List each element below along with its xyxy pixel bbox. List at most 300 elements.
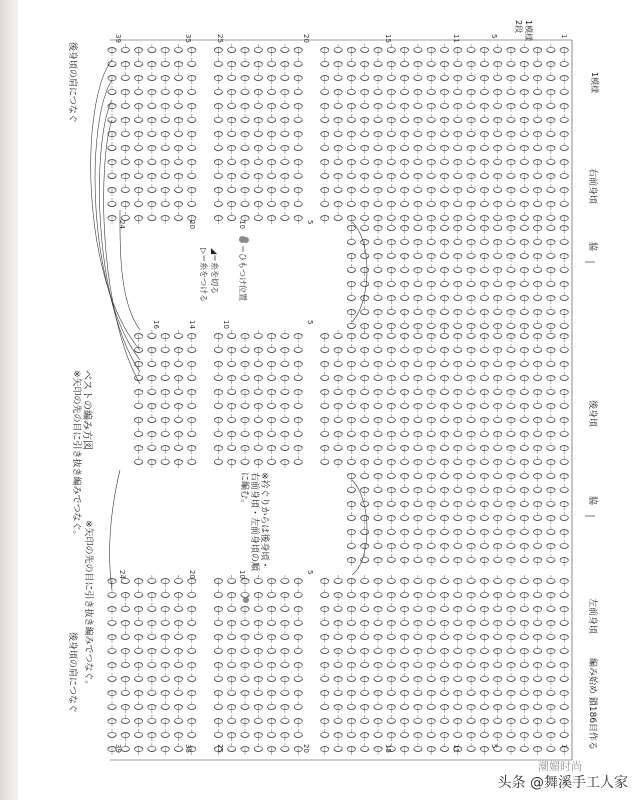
stitch-motif	[440, 659, 448, 668]
stitch-motif	[387, 498, 395, 507]
stitch-motif	[281, 431, 289, 440]
stitch-motif	[241, 578, 249, 587]
stitch-motif	[254, 687, 262, 696]
stitch-motif	[214, 445, 222, 454]
stitch-motif	[387, 89, 395, 98]
stitch-motif	[454, 292, 462, 301]
stitch-motif	[148, 704, 156, 713]
stitch-motif	[148, 212, 156, 221]
stitch-motif	[467, 620, 475, 629]
stitch-motif	[374, 417, 382, 426]
stitch-motif	[467, 676, 475, 685]
stitch-motif	[520, 267, 528, 276]
stitch-motif	[161, 746, 169, 755]
stitch-motif	[347, 634, 355, 643]
stitch-motif	[188, 170, 196, 179]
stitch-motif	[281, 44, 289, 53]
stitch-motif	[347, 75, 355, 84]
stitch-motif	[174, 442, 182, 451]
stitch-motif	[520, 676, 528, 685]
stitch-motif	[228, 212, 236, 221]
row-number: 5	[306, 220, 314, 225]
stitch-motif	[454, 309, 462, 318]
stitch-motif	[254, 44, 262, 53]
stitch-motif	[480, 645, 488, 654]
stitch-motif	[148, 732, 156, 741]
stitch-motif	[387, 330, 395, 339]
stitch-motif	[440, 487, 448, 496]
stitch-motif	[347, 320, 355, 329]
stitch-motif	[254, 156, 262, 165]
stitch-motif	[414, 403, 422, 412]
stitch-motif	[267, 673, 275, 682]
stitch-motif	[467, 659, 475, 668]
stitch-motif	[228, 592, 236, 601]
stitch-motif	[520, 222, 528, 231]
stitch-motif	[161, 198, 169, 207]
stitch-motif	[507, 281, 515, 290]
stitch-motif	[533, 501, 541, 510]
stitch-motif	[520, 375, 528, 384]
stitch-motif	[414, 659, 422, 668]
stitch-motif	[440, 704, 448, 713]
stitch-motif	[361, 44, 369, 53]
stitch-motif	[134, 389, 142, 398]
stitch-motif	[467, 222, 475, 231]
stitch-motif	[467, 358, 475, 367]
stitch-motif	[454, 540, 462, 549]
stitch-motif	[108, 589, 116, 598]
stitch-motif	[454, 253, 462, 262]
stitch-motif	[414, 459, 422, 468]
stitch-motif	[228, 89, 236, 98]
stitch-motif	[560, 718, 568, 727]
stitch-motif	[174, 704, 182, 713]
stitch-motif	[467, 487, 475, 496]
stitch-motif	[387, 431, 395, 440]
stitch-motif	[480, 225, 488, 234]
stitch-motif	[507, 344, 515, 353]
stitch-motif	[347, 389, 355, 398]
stitch-motif	[148, 386, 156, 395]
stitch-motif	[494, 201, 502, 210]
label-start: 編み始め 鎖186目作る	[587, 658, 597, 751]
stitch-motif	[547, 184, 555, 193]
stitch-motif	[361, 515, 369, 524]
stitch-motif	[134, 86, 142, 95]
stitch-motif	[400, 557, 408, 566]
stitch-motif	[334, 72, 342, 81]
stitch-motif	[161, 645, 169, 654]
stitch-motif	[520, 498, 528, 507]
stitch-motif	[241, 114, 249, 123]
stitch-motif	[533, 215, 541, 224]
stitch-motif	[400, 746, 408, 755]
stitch-motif	[108, 159, 116, 168]
stitch-motif	[547, 358, 555, 367]
attach-yarn-icon: ▷	[199, 248, 208, 255]
stitch-motif	[267, 103, 275, 112]
stitch-motif	[427, 103, 435, 112]
stitch-motif	[254, 414, 262, 423]
stitch-motif	[467, 212, 475, 221]
stitch-motif	[374, 372, 382, 381]
stitch-motif	[387, 100, 395, 109]
stitch-motif	[188, 417, 196, 426]
stitch-motif	[520, 358, 528, 367]
stitch-motif	[241, 606, 249, 615]
stitch-motif	[400, 75, 408, 84]
stitch-motif	[254, 442, 262, 451]
stitch-motif	[214, 729, 222, 738]
row-number: 5	[490, 744, 498, 749]
stitch-motif	[494, 648, 502, 657]
stitch-motif	[347, 372, 355, 381]
stitch-motif	[467, 515, 475, 524]
stitch-motif	[520, 117, 528, 126]
stitch-motif	[414, 330, 422, 339]
stitch-motif	[121, 620, 129, 629]
stitch-motif	[241, 662, 249, 671]
stitch-motif	[347, 512, 355, 521]
stitch-grid	[108, 44, 569, 755]
row-number: 5	[490, 34, 498, 39]
stitch-motif	[547, 222, 555, 231]
stitch-motif	[440, 414, 448, 423]
stitch-motif	[520, 306, 528, 315]
stitch-motif	[294, 662, 302, 671]
stitch-motif	[108, 47, 116, 56]
stitch-motif	[108, 170, 116, 179]
stitch-motif	[281, 212, 289, 221]
stitch-motif	[440, 222, 448, 231]
stitch-motif	[533, 114, 541, 123]
stitch-motif	[267, 729, 275, 738]
stitch-motif	[427, 114, 435, 123]
stitch-motif	[254, 704, 262, 713]
stitch-motif	[214, 634, 222, 643]
stitch-motif	[254, 347, 262, 356]
stitch-motif	[281, 89, 289, 98]
stitch-motif	[480, 361, 488, 370]
stitch-motif	[400, 264, 408, 273]
stitch-motif	[547, 659, 555, 668]
stitch-motif	[560, 673, 568, 682]
stitch-motif	[520, 575, 528, 584]
stitch-motif	[533, 557, 541, 566]
stitch-motif	[454, 606, 462, 615]
stitch-motif	[148, 145, 156, 154]
stitch-motif	[520, 414, 528, 423]
stitch-motif	[254, 676, 262, 685]
stitch-motif	[533, 529, 541, 538]
stitch-motif	[387, 592, 395, 601]
stitch-motif	[321, 170, 329, 179]
stitch-motif	[400, 400, 408, 409]
stitch-motif	[374, 292, 382, 301]
stitch-motif	[374, 690, 382, 699]
stitch-motif	[467, 184, 475, 193]
stitch-motif	[361, 222, 369, 231]
stitch-motif	[294, 718, 302, 727]
stitch-motif	[467, 442, 475, 451]
stitch-motif	[267, 617, 275, 626]
stitch-motif	[254, 128, 262, 137]
stitch-motif	[361, 648, 369, 657]
stitch-motif	[400, 673, 408, 682]
stitch-motif	[281, 687, 289, 696]
stitch-motif	[454, 281, 462, 290]
stitch-motif	[361, 128, 369, 137]
stitch-motif	[228, 61, 236, 70]
stitch-motif	[400, 86, 408, 95]
stitch-motif	[161, 86, 169, 95]
stitch-motif	[294, 428, 302, 437]
stitch-motif	[547, 715, 555, 724]
stitch-motif	[347, 540, 355, 549]
stitch-motif	[400, 58, 408, 67]
stitch-motif	[560, 557, 568, 566]
stitch-motif	[241, 701, 249, 710]
stitch-motif	[533, 662, 541, 671]
stitch-motif	[374, 309, 382, 318]
stitch-motif	[241, 75, 249, 84]
stitch-motif	[134, 662, 142, 671]
stitch-motif	[440, 61, 448, 70]
stitch-motif	[440, 358, 448, 367]
stitch-motif	[188, 578, 196, 587]
stitch-motif	[507, 187, 515, 196]
stitch-motif	[148, 743, 156, 752]
stitch-motif	[440, 306, 448, 315]
stitch-motif	[533, 47, 541, 56]
stitch-motif	[414, 72, 422, 81]
stitch-motif	[334, 61, 342, 70]
stitch-motif	[387, 184, 395, 193]
stitch-motif	[560, 86, 568, 95]
stitch-motif	[241, 589, 249, 598]
stitch-motif	[321, 428, 329, 437]
tie-position-icon	[239, 236, 246, 243]
stitch-motif	[188, 86, 196, 95]
stitch-motif	[121, 715, 129, 724]
stitch-motif	[321, 75, 329, 84]
stitch-motif	[214, 662, 222, 671]
stitch-motif	[414, 575, 422, 584]
stitch-motif	[374, 578, 382, 587]
stitch-motif	[507, 372, 515, 381]
stitch-motif	[148, 459, 156, 468]
stitch-motif	[454, 690, 462, 699]
stitch-motif	[560, 309, 568, 318]
stitch-motif	[427, 456, 435, 465]
stitch-motif	[254, 375, 262, 384]
stitch-motif	[148, 403, 156, 412]
stitch-motif	[281, 620, 289, 629]
stitch-motif	[347, 417, 355, 426]
stitch-motif	[414, 526, 422, 535]
stitch-motif	[480, 512, 488, 521]
stitch-motif	[414, 117, 422, 126]
stitch-motif	[560, 225, 568, 234]
stitch-motif	[334, 375, 342, 384]
stitch-motif	[267, 445, 275, 454]
stitch-motif	[387, 156, 395, 165]
stitch-motif	[533, 428, 541, 437]
stitch-motif	[480, 187, 488, 196]
stitch-motif	[241, 159, 249, 168]
stitch-motif	[467, 431, 475, 440]
stitch-motif	[533, 361, 541, 370]
stitch-motif	[361, 603, 369, 612]
stitch-motif	[414, 267, 422, 276]
stitch-motif	[347, 47, 355, 56]
stitch-motif	[347, 131, 355, 140]
stitch-motif	[174, 173, 182, 182]
stitch-motif	[241, 86, 249, 95]
stitch-motif	[374, 673, 382, 682]
stitch-motif	[374, 86, 382, 95]
stitch-motif	[414, 704, 422, 713]
stitch-motif	[214, 400, 222, 409]
stitch-motif	[547, 603, 555, 612]
stitch-motif	[520, 212, 528, 221]
stitch-motif	[134, 701, 142, 710]
stitch-motif	[361, 330, 369, 339]
stitch-motif	[374, 333, 382, 342]
stitch-motif	[361, 375, 369, 384]
stitch-motif	[560, 512, 568, 521]
stitch-motif	[467, 403, 475, 412]
stitch-motif	[361, 358, 369, 367]
stitch-motif	[520, 403, 528, 412]
stitch-motif	[440, 431, 448, 440]
stitch-motif	[387, 212, 395, 221]
stitch-motif	[494, 687, 502, 696]
stitch-motif	[520, 44, 528, 53]
stitch-motif	[547, 470, 555, 479]
stitch-motif	[361, 212, 369, 221]
stitch-motif	[228, 743, 236, 752]
stitch-motif	[188, 456, 196, 465]
stitch-motif	[134, 718, 142, 727]
stitch-motif	[560, 417, 568, 426]
stitch-motif	[188, 662, 196, 671]
stitch-motif	[520, 592, 528, 601]
stitch-motif	[148, 128, 156, 137]
stitch-motif	[334, 620, 342, 629]
row-number: 25	[216, 34, 224, 43]
stitch-motif	[533, 746, 541, 755]
stitch-motif	[387, 648, 395, 657]
stitch-motif	[440, 603, 448, 612]
row-number: 20	[188, 220, 196, 229]
stitch-motif	[533, 281, 541, 290]
stitch-motif	[467, 330, 475, 339]
stitch-motif	[374, 389, 382, 398]
stitch-motif	[121, 72, 129, 81]
stitch-motif	[440, 156, 448, 165]
stitch-motif	[414, 347, 422, 356]
stitch-motif	[241, 333, 249, 342]
stitch-motif	[400, 690, 408, 699]
stitch-motif	[547, 295, 555, 304]
stitch-motif	[467, 306, 475, 315]
stitch-motif	[108, 58, 116, 67]
stitch-motif	[533, 617, 541, 626]
stitch-motif	[427, 75, 435, 84]
stitch-motif	[361, 386, 369, 395]
stitch-motif	[480, 473, 488, 482]
stitch-motif	[560, 501, 568, 510]
stitch-motif	[161, 47, 169, 56]
stitch-motif	[374, 529, 382, 538]
stitch-motif	[440, 212, 448, 221]
stitch-motif	[174, 330, 182, 339]
stitch-motif	[533, 309, 541, 318]
stitch-motif	[520, 278, 528, 287]
stitch-motif	[520, 687, 528, 696]
stitch-motif	[387, 278, 395, 287]
stitch-motif	[427, 58, 435, 67]
stitch-motif	[454, 159, 462, 168]
stitch-motif	[214, 606, 222, 615]
stitch-motif	[427, 372, 435, 381]
stitch-motif	[533, 690, 541, 699]
stitch-motif	[134, 187, 142, 196]
stitch-motif	[161, 103, 169, 112]
stitch-motif	[533, 253, 541, 262]
stitch-motif	[374, 445, 382, 454]
stitch-motif	[494, 295, 502, 304]
stitch-motif	[467, 459, 475, 468]
stitch-motif	[400, 445, 408, 454]
stitch-motif	[494, 487, 502, 496]
stitch-motif	[281, 72, 289, 81]
stitch-motif	[427, 529, 435, 538]
stitch-motif	[427, 690, 435, 699]
stitch-motif	[134, 645, 142, 654]
stitch-motif	[507, 617, 515, 626]
stitch-motif	[214, 47, 222, 56]
stitch-motif	[294, 445, 302, 454]
stitch-motif	[374, 225, 382, 234]
stitch-motif	[334, 592, 342, 601]
stitch-motif	[214, 344, 222, 353]
stitch-motif	[414, 603, 422, 612]
stitch-motif	[334, 414, 342, 423]
stitch-motif	[507, 225, 515, 234]
stitch-motif	[321, 86, 329, 95]
stitch-motif	[494, 732, 502, 741]
stitch-motif	[161, 690, 169, 699]
stitch-motif	[347, 187, 355, 196]
stitch-motif	[267, 634, 275, 643]
stitch-motif	[321, 103, 329, 112]
stitch-motif	[560, 589, 568, 598]
stitch-motif	[454, 701, 462, 710]
stitch-motif	[281, 128, 289, 137]
stitch-motif	[108, 729, 116, 738]
stitch-motif	[134, 673, 142, 682]
stitch-motif	[228, 145, 236, 154]
stitch-motif	[387, 487, 395, 496]
stitch-motif	[134, 417, 142, 426]
stitch-motif	[547, 526, 555, 535]
stitch-motif	[400, 292, 408, 301]
stitch-motif	[560, 372, 568, 381]
stitch-motif	[281, 631, 289, 640]
